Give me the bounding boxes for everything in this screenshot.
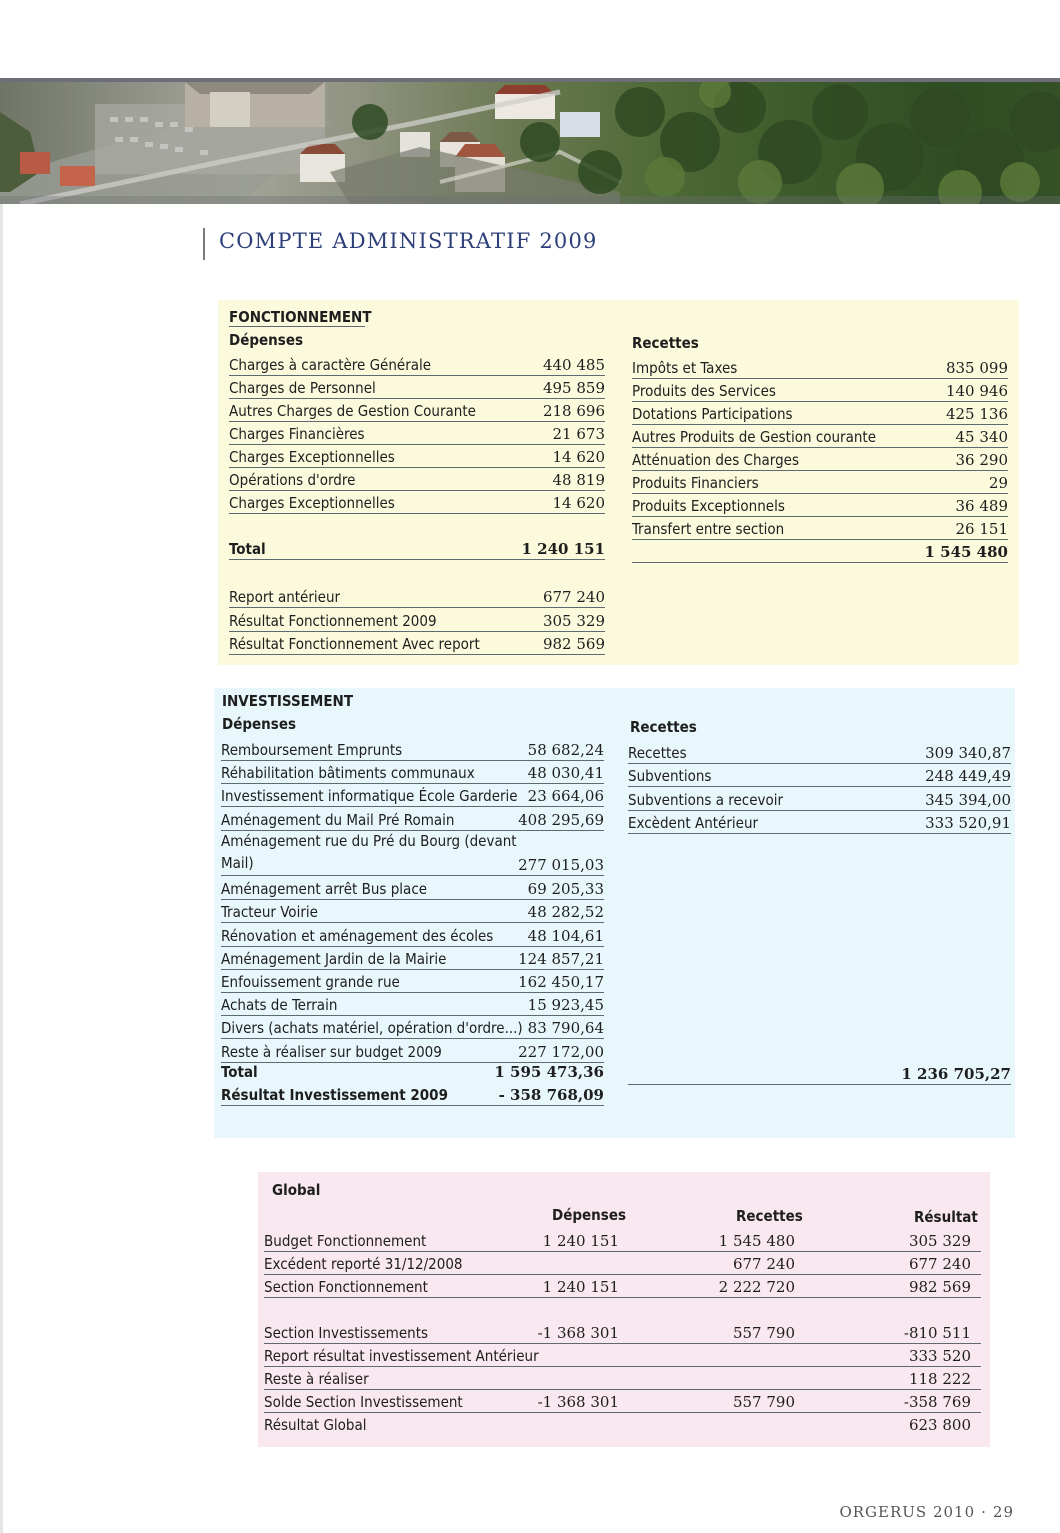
- row-label: Charges à caractère Générale: [229, 356, 432, 374]
- investissement-resultat-row: [221, 1083, 604, 1106]
- resultat-cell: 305 329: [908, 1232, 971, 1250]
- row-label: Achats de Terrain: [221, 996, 338, 1015]
- table-row: [221, 993, 604, 1016]
- page-number: 29: [992, 1503, 1014, 1521]
- row-value: 14 620: [552, 494, 605, 512]
- row-label: Impôts et Taxes: [632, 359, 738, 377]
- row-label: Charges Exceptionnelles: [229, 494, 395, 512]
- row-label: Investissement informatique École Garderie: [221, 787, 518, 806]
- table-row: [229, 353, 605, 376]
- row-label: Budget Fonctionnement: [264, 1232, 427, 1250]
- row-label: Aménagement du Mail Pré Romain: [221, 810, 455, 829]
- row-value: 23 664,06: [527, 787, 604, 806]
- table-row: [229, 632, 605, 655]
- footer-separator: ·: [981, 1503, 987, 1521]
- row-label: Dotations Participations: [632, 405, 793, 423]
- total-value: 1 595 473,36: [494, 1063, 604, 1081]
- table-row: [221, 738, 604, 761]
- row-value: 309 340,87: [925, 744, 1011, 762]
- row-label: Subventions: [628, 767, 712, 786]
- publication-name: ORGERUS 2010: [839, 1503, 976, 1521]
- row-value: 29: [988, 474, 1008, 492]
- column-header-depenses: Dépenses: [552, 1206, 627, 1224]
- table-row: [229, 491, 605, 514]
- row-label: Résultat Global: [264, 1416, 367, 1434]
- table-row: [632, 471, 1008, 494]
- resultat-cell: 677 240: [908, 1255, 971, 1273]
- row-value: 124 857,21: [518, 949, 604, 968]
- row-value: 835 099: [945, 359, 1008, 377]
- row-value: 48 819: [552, 471, 605, 489]
- total-value: 1 236 705,27: [901, 1065, 1011, 1083]
- row-label: Produits Financiers: [632, 474, 759, 492]
- table-row: [221, 1016, 604, 1039]
- global-row: [264, 1320, 981, 1344]
- row-label: Charges de Personnel: [229, 379, 376, 397]
- table-row: [229, 376, 605, 399]
- depenses-cell: -1 368 301: [537, 1393, 619, 1411]
- table-row: [221, 947, 604, 970]
- recettes-cell: 2 222 720: [718, 1278, 795, 1296]
- table-row: [632, 425, 1008, 448]
- row-label: Report antérieur: [229, 588, 341, 606]
- row-value: 36 489: [955, 497, 1008, 515]
- row-label: Réhabilitation bâtiments communaux: [221, 764, 475, 783]
- row-value: 36 290: [955, 451, 1008, 469]
- column-header-recettes: Recettes: [736, 1207, 803, 1225]
- row-label: Autres Charges de Gestion Courante: [229, 402, 476, 420]
- row-value: 45 340: [955, 428, 1008, 446]
- table-row: [221, 761, 604, 784]
- row-label: Excèdent Antérieur: [628, 813, 759, 832]
- row-value: 48 282,52: [527, 903, 604, 922]
- table-row: [221, 831, 604, 876]
- table-row: [221, 784, 604, 807]
- row-value: 227 172,00: [518, 1042, 604, 1061]
- recettes-cell: 677 240: [732, 1255, 795, 1273]
- row-label: Résultat Fonctionnement 2009: [229, 611, 437, 630]
- table-row: [229, 445, 605, 468]
- row-label: Excédent reporté 31/12/2008: [264, 1255, 463, 1273]
- table-row: [221, 924, 604, 947]
- row-value: 48 030,41: [527, 764, 604, 783]
- total-value: 1 240 151: [521, 540, 605, 558]
- depenses-cell: 1 240 151: [542, 1232, 619, 1250]
- row-label: Report résultat investissement Antérieur: [264, 1347, 539, 1365]
- row-label: Section Investissements: [264, 1324, 429, 1342]
- total-value: 1 545 480: [924, 543, 1008, 561]
- row-label: Autres Produits de Gestion courante: [632, 428, 877, 446]
- row-value: 26 151: [955, 520, 1008, 538]
- global-row: [264, 1389, 981, 1413]
- page-title: COMPTE ADMINISTRATIF 2009: [219, 229, 598, 253]
- resultat-cell: -810 511: [903, 1324, 971, 1342]
- row-value: 14 620: [552, 448, 605, 466]
- row-label: Aménagement Jardin de la Mairie: [221, 949, 447, 968]
- row-label: Reste à réaliser: [264, 1370, 369, 1388]
- row-label: Tracteur Voirie: [221, 903, 318, 922]
- row-label: Atténuation des Charges: [632, 451, 799, 469]
- table-row: [632, 448, 1008, 471]
- resultat-cell: 623 800: [908, 1416, 971, 1434]
- row-value: 305 329: [542, 611, 605, 630]
- table-row: [229, 585, 605, 608]
- row-value: 248 449,49: [925, 767, 1011, 786]
- global-heading: Global: [272, 1181, 321, 1199]
- page-footer: [839, 1503, 1014, 1521]
- investissement-depenses-title: Dépenses: [222, 715, 297, 733]
- fonctionnement-total-row: [229, 537, 605, 560]
- row-label: Solde Section Investissement: [264, 1393, 463, 1411]
- row-label: Transfert entre section: [632, 520, 785, 538]
- table-row: [221, 877, 604, 900]
- row-value: 333 520,91: [925, 813, 1011, 832]
- row-value: 48 104,61: [527, 926, 604, 945]
- total-label: Total: [229, 540, 266, 558]
- table-row: [632, 494, 1008, 517]
- recettes-cell: 557 790: [732, 1324, 795, 1342]
- table-row: [229, 422, 605, 445]
- row-value: 162 450,17: [518, 973, 604, 991]
- row-label: Aménagement arrêt Bus place: [221, 880, 428, 899]
- table-row: [628, 741, 1011, 764]
- table-row: [229, 399, 605, 422]
- investissement-recettes-title: Recettes: [630, 718, 697, 736]
- depenses-cell: 1 240 151: [542, 1278, 619, 1296]
- investissement-heading: INVESTISSEMENT: [222, 692, 354, 710]
- row-value: 345 394,00: [925, 790, 1011, 809]
- investissement-total-row: [221, 1060, 604, 1082]
- row-label: Charges Exceptionnelles: [229, 448, 395, 466]
- row-label: Aménagement rue du Pré du Bourg (devant Mail): [221, 831, 517, 872]
- global-row: [264, 1412, 981, 1435]
- row-label: Produits Exceptionnels: [632, 497, 785, 515]
- table-row: [632, 402, 1008, 425]
- row-value: 277 015,03: [518, 855, 604, 874]
- row-label: Rénovation et aménagement des écoles: [221, 926, 494, 945]
- table-row: [632, 517, 1008, 540]
- table-row: [628, 811, 1011, 834]
- row-value: 83 790,64: [527, 1019, 604, 1038]
- recettes-cell: 557 790: [732, 1393, 795, 1411]
- row-value: 218 696: [542, 402, 605, 420]
- table-row: [632, 379, 1008, 402]
- row-value: 425 136: [945, 405, 1008, 423]
- global-row: [264, 1228, 981, 1252]
- heading-underline: [229, 326, 365, 327]
- row-label: Résultat Fonctionnement Avec report: [229, 635, 480, 653]
- table-row: [229, 609, 605, 632]
- investissement-recettes-total-row: [628, 1062, 1011, 1085]
- column-header-resultat: Résultat: [914, 1208, 978, 1226]
- resultat-cell: 118 222: [908, 1370, 971, 1388]
- global-row: [264, 1274, 981, 1298]
- resultat-cell: 982 569: [908, 1278, 971, 1296]
- row-label: Remboursement Emprunts: [221, 741, 403, 759]
- global-row: [264, 1366, 981, 1390]
- aerial-photo-illustration: [0, 82, 1060, 204]
- row-value: 58 682,24: [527, 741, 604, 759]
- row-label: Opérations d'ordre: [229, 471, 356, 489]
- table-row: [221, 900, 604, 923]
- row-label: Charges Financières: [229, 425, 365, 443]
- row-label: Section Fonctionnement: [264, 1278, 428, 1296]
- table-row: [221, 970, 604, 993]
- row-label: Produits des Services: [632, 382, 776, 400]
- global-row: [264, 1343, 981, 1367]
- table-row: [628, 788, 1011, 811]
- row-value: 15 923,45: [527, 996, 604, 1015]
- row-value: 495 859: [542, 379, 605, 397]
- row-label: Reste à réaliser sur budget 2009: [221, 1042, 442, 1061]
- title-accent-bar: [203, 228, 205, 260]
- row-label: Divers (achats matériel, opération d'ordre...): [221, 1019, 523, 1038]
- table-row: [229, 468, 605, 491]
- fonctionnement-recettes-total-row: [632, 540, 1008, 563]
- resultat-value: - 358 768,09: [498, 1086, 604, 1104]
- page-edge-rule: [0, 195, 3, 1533]
- fonctionnement-heading: FONCTIONNEMENT: [229, 308, 372, 326]
- recettes-cell: 1 545 480: [718, 1232, 795, 1250]
- total-label: Total: [221, 1063, 258, 1081]
- row-value: 21 673: [552, 425, 605, 443]
- row-value: 677 240: [542, 588, 605, 606]
- row-label: Recettes: [628, 744, 687, 762]
- fonctionnement-recettes-title: Recettes: [632, 334, 699, 352]
- row-value: 440 485: [542, 356, 605, 374]
- table-row: [221, 808, 604, 831]
- depenses-cell: -1 368 301: [537, 1324, 619, 1342]
- row-value: 982 569: [542, 635, 605, 653]
- table-row: [632, 356, 1008, 379]
- resultat-cell: -358 769: [903, 1393, 971, 1411]
- global-row: [264, 1251, 981, 1275]
- fonctionnement-depenses-title: Dépenses: [229, 331, 304, 349]
- resultat-label: Résultat Investissement 2009: [221, 1086, 448, 1104]
- row-label: Subventions a recevoir: [628, 790, 784, 809]
- aerial-photo-banner: [0, 78, 1060, 204]
- table-row: [628, 764, 1011, 787]
- resultat-cell: 333 520: [908, 1347, 971, 1365]
- row-label: Enfouissement grande rue: [221, 973, 400, 991]
- row-value: 69 205,33: [527, 880, 604, 899]
- row-value: 140 946: [945, 382, 1008, 400]
- row-value: 408 295,69: [518, 810, 604, 829]
